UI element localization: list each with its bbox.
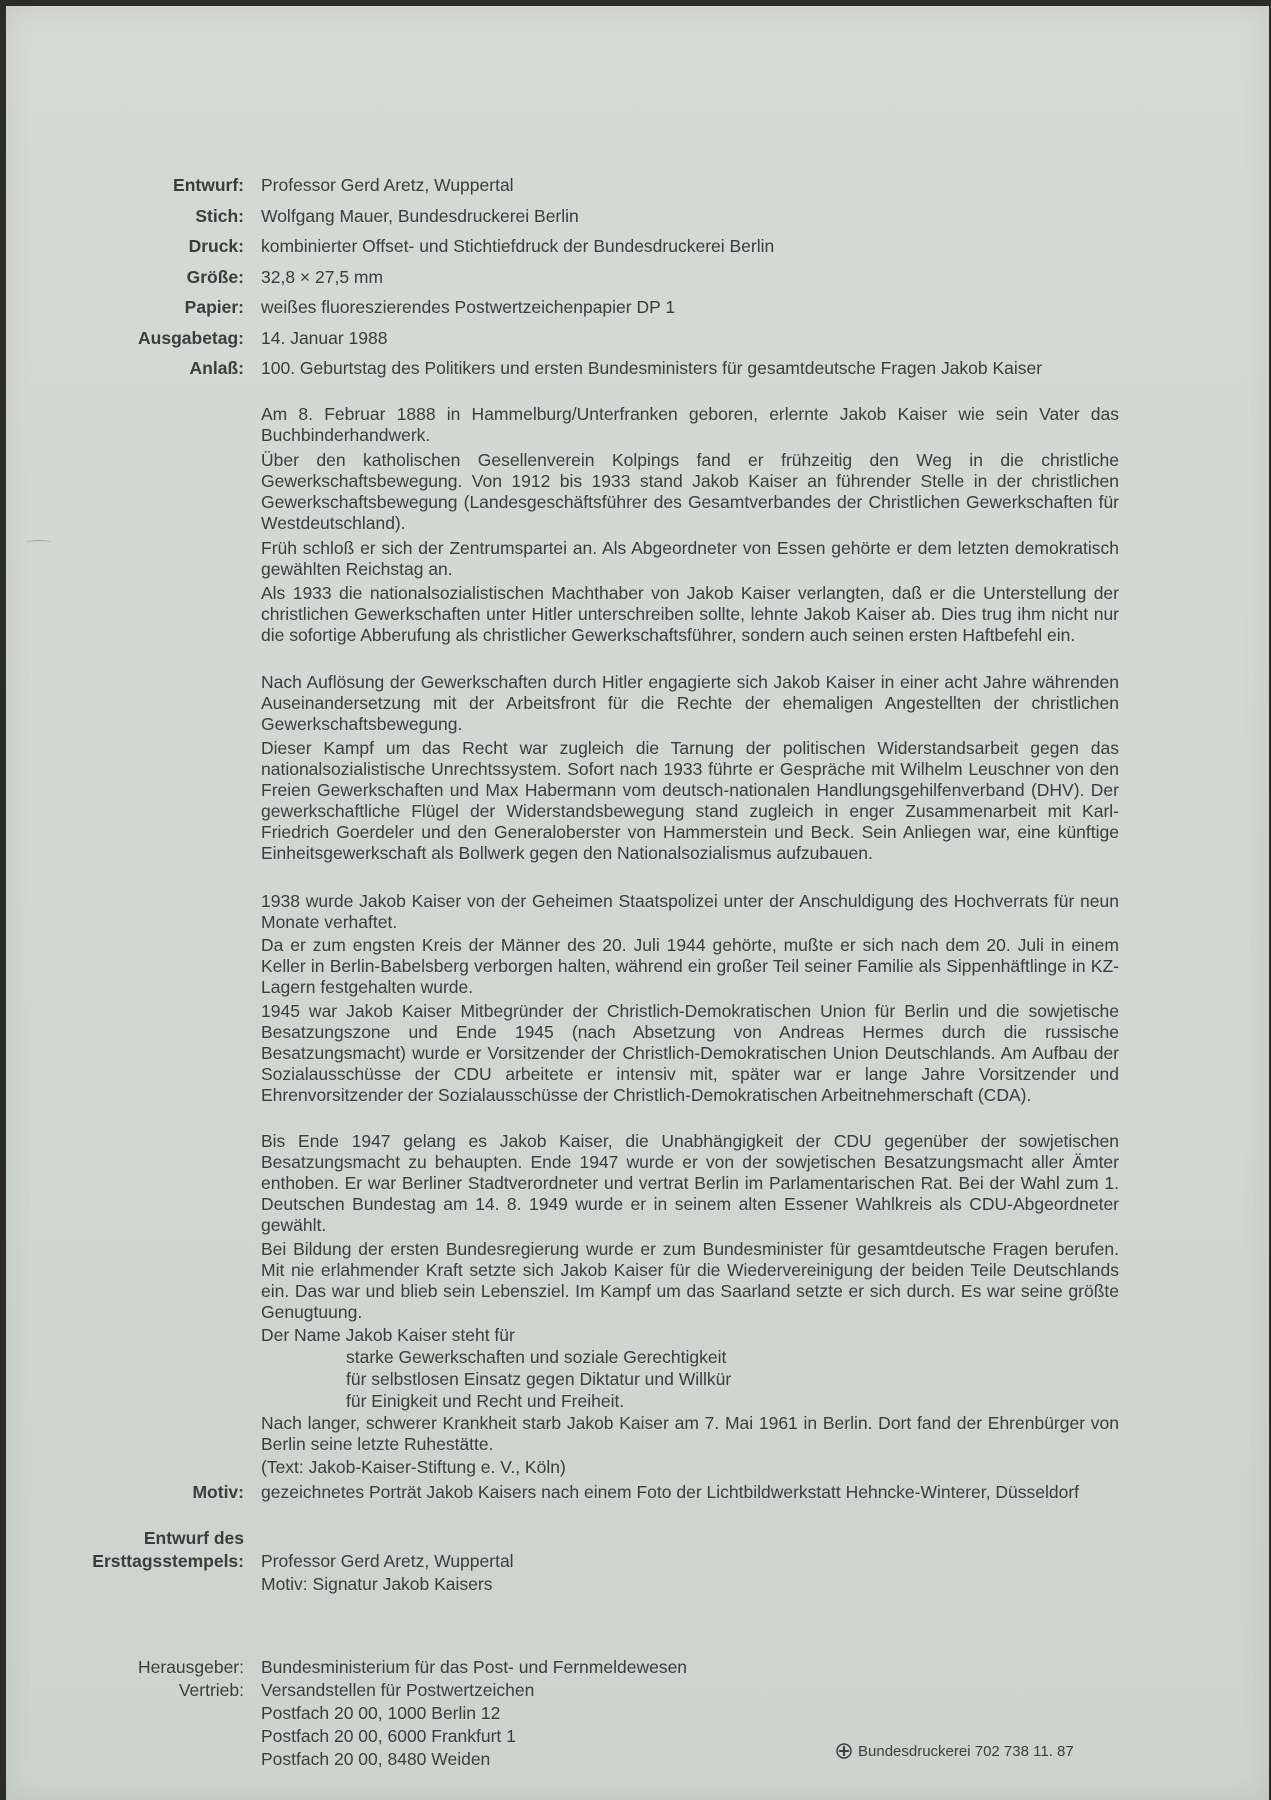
field-label: Motiv:: [192, 1482, 244, 1502]
field-value: gezeichnetes Porträt Jakob Kaisers nach einem Foto der Lichtbildwerkstatt Hehncke-Winterer, Düsseldorf: [261, 1482, 1080, 1502]
address-line: Postfach 20 00, 8480 Weiden: [261, 1749, 491, 1769]
name-intro: Der Name Jakob Kaiser steht für: [261, 1325, 515, 1345]
paragraph: Da er zum engsten Kreis der Männer des 20. Juli 1944 gehörte, mußte er sich nach dem 20. Juli in einem Keller in Berlin-Babelsberg verborgen halten, während ein großer Teil seiner Familie als Sippenhäftlinge in KZ-Lagern festgehalten wurde.: [261, 935, 1119, 997]
closing-paragraph: Nach langer, schwerer Krankheit starb Jakob Kaiser am 7. Mai 1961 in Berlin. Dort fand der Ehrenbürger von Berlin seine letzte Ruhestätte.: [261, 1413, 1119, 1454]
field-label: Entwurf des: [143, 1528, 244, 1548]
field-label: Stich:: [195, 206, 244, 226]
paragraph: Nach Auflösung der Gewerkschaften durch Hitler engagierte sich Jakob Kaiser in einer acht Jahre währenden Auseinandersetzung mit der Arbeitsfront für die Rechte der ehemaligen Angestellten der christlichen Gewerkschaftsbewegung.: [261, 672, 1119, 734]
address-line: Postfach 20 00, 6000 Frankfurt 1: [261, 1726, 516, 1746]
paragraph: 1938 wurde Jakob Kaiser von der Geheimen Staatspolizei unter der Anschuldigung des Hochverrats für neun Monate verhaftet.: [261, 891, 1119, 932]
field-label: Anlaß:: [189, 358, 244, 378]
paragraph: Dieser Kampf um das Recht war zugleich die Tarnung der politischen Widerstandsarbeit gegen das nationalsozialistische Unrechtssystem. Sofort nach 1933 führte er Gespräche mit Wilhelm Leuschner von den Freien Gewerkschaften und Max Habermann vom deutsch-nationalen Handlungsgehilfenverband (DHV). Der gewerkschaftliche Flügel der Widerstandsbewegung stand zugleich in enger Zusammenarbeit mit Karl-Friedrich Goerdeler und den Generaloberster von Hammerstein und Beck. Sein Anliegen war, eine künftige Einheitsgewerkschaft als Bollwerk gegen den Nationalsozialismus aufzubauen.: [261, 738, 1119, 863]
field-label: Vertrieb:: [178, 1680, 244, 1700]
field-label: Ausgabetag:: [138, 328, 244, 348]
paragraph: Über den katholischen Gesellenverein Kolpings fand er frühzeitig den Weg in die christliche Gewerkschaftsbewegung. Von 1912 bis 1933 stand Jakob Kaiser an führender Stelle in der christlichen Gewerkschaftsbewegung (Landesgeschäftsführer des Gesamtverbandes der Christlichen Gewerkschaften für Westdeutschland).: [261, 450, 1119, 533]
info-sheet: [6, 6, 1269, 1800]
field-value: 100. Geburtstag des Politikers und ersten Bundesministers für gesamtdeutsche Fragen Jakob Kaiser: [261, 358, 1043, 378]
field-label: Ersttagsstempels:: [92, 1551, 244, 1571]
field-value: Versandstellen für Postwertzeichen: [261, 1680, 535, 1700]
name-line: für Einigkeit und Recht und Freiheit.: [346, 1391, 625, 1411]
paragraph: Bis Ende 1947 gelang es Jakob Kaiser, die Unabhängigkeit der CDU gegenüber der sowjetischen Besatzungsmacht zu behaupten. Ende 1947 wurde er von der sowjetischen Besatzungsmacht aller Ämter enthoben. Er war Berliner Stadtverordneter und vertrat Berlin im Parlamentarischen Rat. Bei der Wahl zum 1. Deutschen Bundestag am 14. 8. 1949 wurde er in seinem alten Essener Wahlkreis als CDU-Abgeordneter gewählt.: [261, 1131, 1119, 1235]
field-value: Wolfgang Mauer, Bundesdruckerei Berlin: [261, 206, 579, 226]
text-source: (Text: Jakob-Kaiser-Stiftung e. V., Köln): [261, 1457, 566, 1477]
field-label: Papier:: [184, 297, 244, 317]
field-value: kombinierter Offset- und Stichtiefdruck der Bundesdruckerei Berlin: [261, 236, 775, 256]
field-value: Bundesministerium für das Post- und Fernmeldewesen: [261, 1657, 688, 1677]
field-value: Professor Gerd Aretz, Wuppertal: [261, 1551, 514, 1571]
sheet-content: [6, 6, 1269, 1800]
bundesdruckerei-logo-icon: [836, 1743, 852, 1759]
paragraph: Als 1933 die nationalsozialistischen Machthaber von Jakob Kaiser verlangten, daß er die Unterstellung der christlichen Gewerkschaften unter Hitler unterschreiben sollte, lehnte Jakob Kaiser ab. Dies trug ihm nicht nur die sofortige Abberufung als christlicher Gewerkschaftsführer, sondern auch seinen ersten Haftbefehl ein.: [261, 583, 1119, 645]
field-label: Herausgeber:: [137, 1657, 244, 1677]
paragraph: Bei Bildung der ersten Bundesregierung wurde er zum Bundesminister für gesamtdeutsche Fragen berufen. Mit nie erlahmender Kraft setzte sich Jakob Kaiser für die Wiedervereinigung der beiden Teile Deutschlands ein. Das war und blieb sein Lebensziel. Im Kampf um das Saarland setzte er sich durch. Es war seine größte Genugtuung.: [261, 1239, 1119, 1322]
field-value: Professor Gerd Aretz, Wuppertal: [261, 175, 514, 195]
address-line: Postfach 20 00, 1000 Berlin 12: [261, 1703, 501, 1723]
ersttag-motiv: Motiv: Signatur Jakob Kaisers: [261, 1574, 493, 1594]
paragraph: 1945 war Jakob Kaiser Mitbegründer der Christlich-Demokratischen Union für Berlin und die sowjetische Besatzungszone und Ende 1945 (nach Absetzung von Andreas Hermes durch die russische Besatzungsmacht) wurde er Vorsitzender der Christlich-Demokratischen Union Deutschlands. Am Aufbau der Sozialausschüsse der CDU arbeitete er intensiv mit, später war er lange Jahre Vorsitzender und Ehrenvorsitzender der Sozialausschüsse der Christlich-Demokratischen Arbeitnehmerschaft (CDA).: [261, 1001, 1119, 1105]
printer-code-text: Bundesdruckerei 702 738 11. 87: [858, 1743, 1074, 1760]
field-value: 14. Januar 1988: [261, 328, 388, 348]
field-label: Entwurf:: [173, 175, 244, 195]
paragraph: Früh schloß er sich der Zentrumspartei an. Als Abgeordneter von Essen gehörte er dem letzten demokratisch gewählten Reichstag an.: [261, 538, 1119, 579]
field-value: 32,8 × 27,5 mm: [261, 267, 384, 287]
name-line: für selbstlosen Einsatz gegen Diktatur und Willkür: [346, 1369, 732, 1389]
field-label: Druck:: [188, 236, 244, 256]
field-label: Größe:: [186, 267, 244, 287]
field-value: weißes fluoreszierendes Postwertzeichenpapier DP 1: [261, 297, 676, 317]
paragraph: Am 8. Februar 1888 in Hammelburg/Unterfranken geboren, erlernte Jakob Kaiser wie sein Vater das Buchbinderhandwerk.: [261, 404, 1119, 445]
printer-code: [836, 1741, 1074, 1762]
name-line: starke Gewerkschaften und soziale Gerechtigkeit: [346, 1347, 727, 1367]
